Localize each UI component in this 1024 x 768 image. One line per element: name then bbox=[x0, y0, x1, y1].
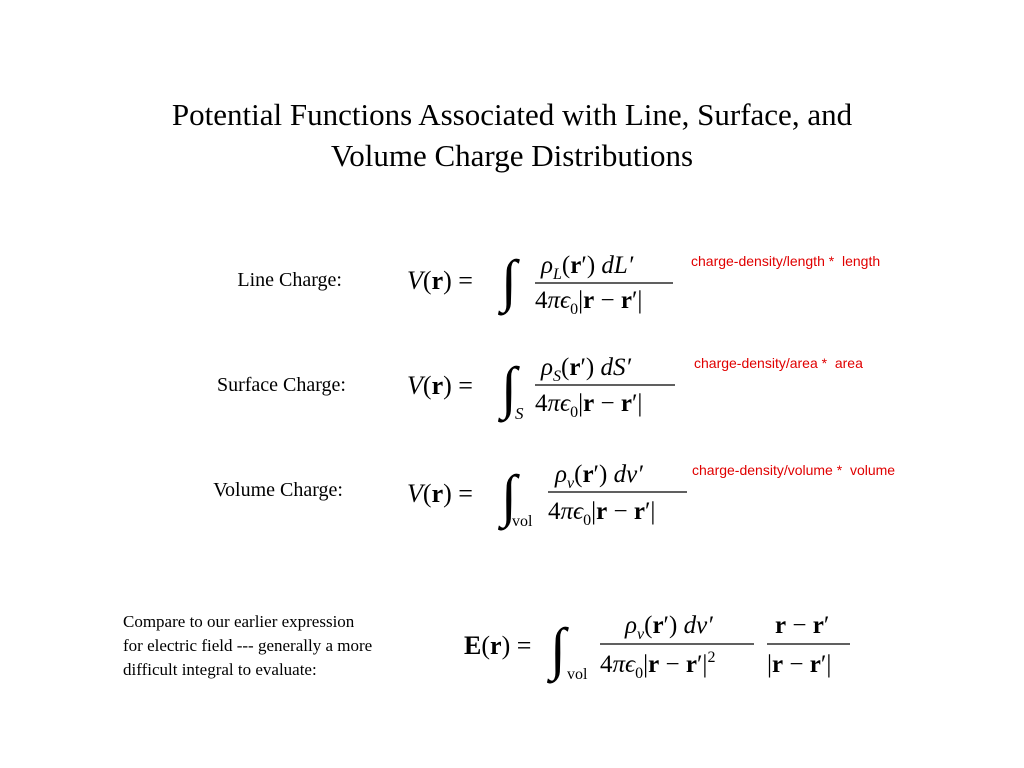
svg-text:V(r) =: V(r) = bbox=[407, 479, 473, 508]
slide-title bbox=[62, 94, 962, 176]
svg-text:vol: vol bbox=[567, 666, 588, 683]
svg-text:vol: vol bbox=[512, 513, 533, 530]
svg-text:S: S bbox=[515, 404, 524, 423]
surface-charge-label: Surface Charge: bbox=[216, 374, 346, 396]
compare-line-2: for electric field --- generally a more bbox=[123, 636, 373, 655]
svg-text:4πϵ0|r − r′|: $4\pi\epsilon_0|r - r'|$ bbox=[548, 498, 656, 529]
svg-text:r − r′: r − r′ bbox=[775, 612, 830, 639]
volume-charge-label: Volume Charge: bbox=[213, 479, 343, 501]
compare-line-1: Compare to our earlier expression bbox=[123, 612, 355, 631]
integral-sign: ∫ bbox=[550, 616, 566, 681]
title-line-1: Potential Functions Associated with Line, Surface, and bbox=[171, 97, 853, 132]
line-charge-note: charge-density/length * length bbox=[691, 253, 881, 269]
svg-text:E(r) =: E(r) = bbox=[464, 631, 532, 660]
compare-text bbox=[123, 610, 433, 682]
volume-charge-note: charge-density/volume * volume bbox=[692, 462, 896, 478]
svg-text:4πϵ0|r − r′|2: $4\pi\epsilon_0|r - r'|^2$ bbox=[600, 649, 716, 682]
svg-text:ρv(r′) dv′: $\rho_v(r')$ dv′ bbox=[555, 461, 643, 492]
surface-charge-note: charge-density/area * area bbox=[694, 355, 863, 371]
integral-sign: ∫ bbox=[501, 355, 517, 420]
svg-text:ρL(r′) dL′: $\rho_L(r')$ dL′ bbox=[541, 252, 634, 283]
integral-sign: ∫ bbox=[501, 248, 517, 313]
svg-text:V(r) =: V(r) = bbox=[407, 371, 473, 400]
line-charge-label: Line Charge: bbox=[237, 269, 342, 291]
svg-text:4πϵ0|r − r′|: $4\pi\epsilon_0|r - r'|$ bbox=[535, 287, 643, 318]
svg-text:4πϵ0|r − r′|: $4\pi\epsilon_0|r - r'|$ bbox=[535, 390, 643, 421]
svg-text:|r − r′|: |r − r′| bbox=[767, 651, 832, 678]
compare-line-3: difficult integral to evaluate: bbox=[123, 660, 317, 679]
integral-sign: ∫ bbox=[501, 463, 517, 528]
svg-text:ρv(r′) dv′: $\rho_v(r')$ dv′ bbox=[625, 612, 713, 643]
svg-text:V(r) =: V(r) = bbox=[407, 266, 473, 295]
electric-field-equation bbox=[462, 602, 862, 692]
title-line-2: Volume Charge Distributions bbox=[330, 138, 694, 173]
svg-text:ρS(r′) dS′: $\rho_S(r')$ dS′ bbox=[541, 354, 631, 385]
line-charge-equation bbox=[405, 240, 695, 320]
surface-charge-equation bbox=[405, 345, 695, 425]
volume-charge-equation bbox=[405, 452, 705, 537]
